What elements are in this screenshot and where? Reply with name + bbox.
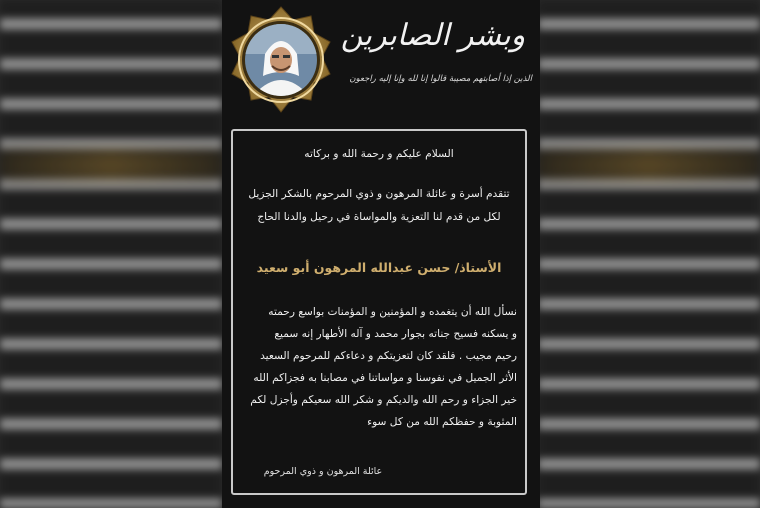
- thanks-line-1: تتقدم أسرة و عائلة المرهون و ذوي المرحوم بالشكر الجزيل: [248, 188, 510, 200]
- greeting: السلام عليكم و رحمة الله و بركاته: [304, 148, 454, 160]
- prayer-line: نسأل الله أن يتغمده و المؤمنين و المؤمنات بواسع رحمته: [268, 306, 517, 318]
- prayer-line: و يسكنه فسيح جناته بجوار محمد و آله الأطهار إنه سميع: [274, 328, 517, 340]
- blurred-background-right: [538, 0, 760, 508]
- prayer-line: رحيم مجيب . فلقد كان لتعزيتكم و دعاءكم للمرحوم السعيد: [260, 350, 517, 362]
- message-box: [231, 129, 527, 495]
- prayer-line: الأثر الجميل في نفوسنا و مواساتنا في مصابنا به فجزاكم الله: [253, 372, 517, 384]
- deceased-name: الأستاذ/ حسن عبدالله المرهون أبو سعيد: [256, 260, 502, 275]
- signature: عائلة المرهون و ذوي المرحوم: [263, 466, 383, 477]
- ornamental-frame-icon: [227, 6, 335, 114]
- prayer-line: المثوبة و حفظكم الله من كل سوء: [367, 416, 517, 428]
- blurred-background-left: [0, 0, 222, 508]
- condolence-card: [222, 0, 540, 508]
- headline-calligraphy: وبشر الصابرين: [340, 18, 526, 53]
- prayer-line: خير الجزاء و رحم الله والديكم و شكر الله سعيكم وأجزل لكم: [250, 394, 517, 406]
- quran-verse: الذين إذا أصابتهم مصيبة قالوا إنا لله وإنا إليه راجعون: [349, 74, 532, 84]
- thanks-line-2: لكل من قدم لنا التعزية والمواساة في رحيل والدنا الحاج: [257, 211, 501, 223]
